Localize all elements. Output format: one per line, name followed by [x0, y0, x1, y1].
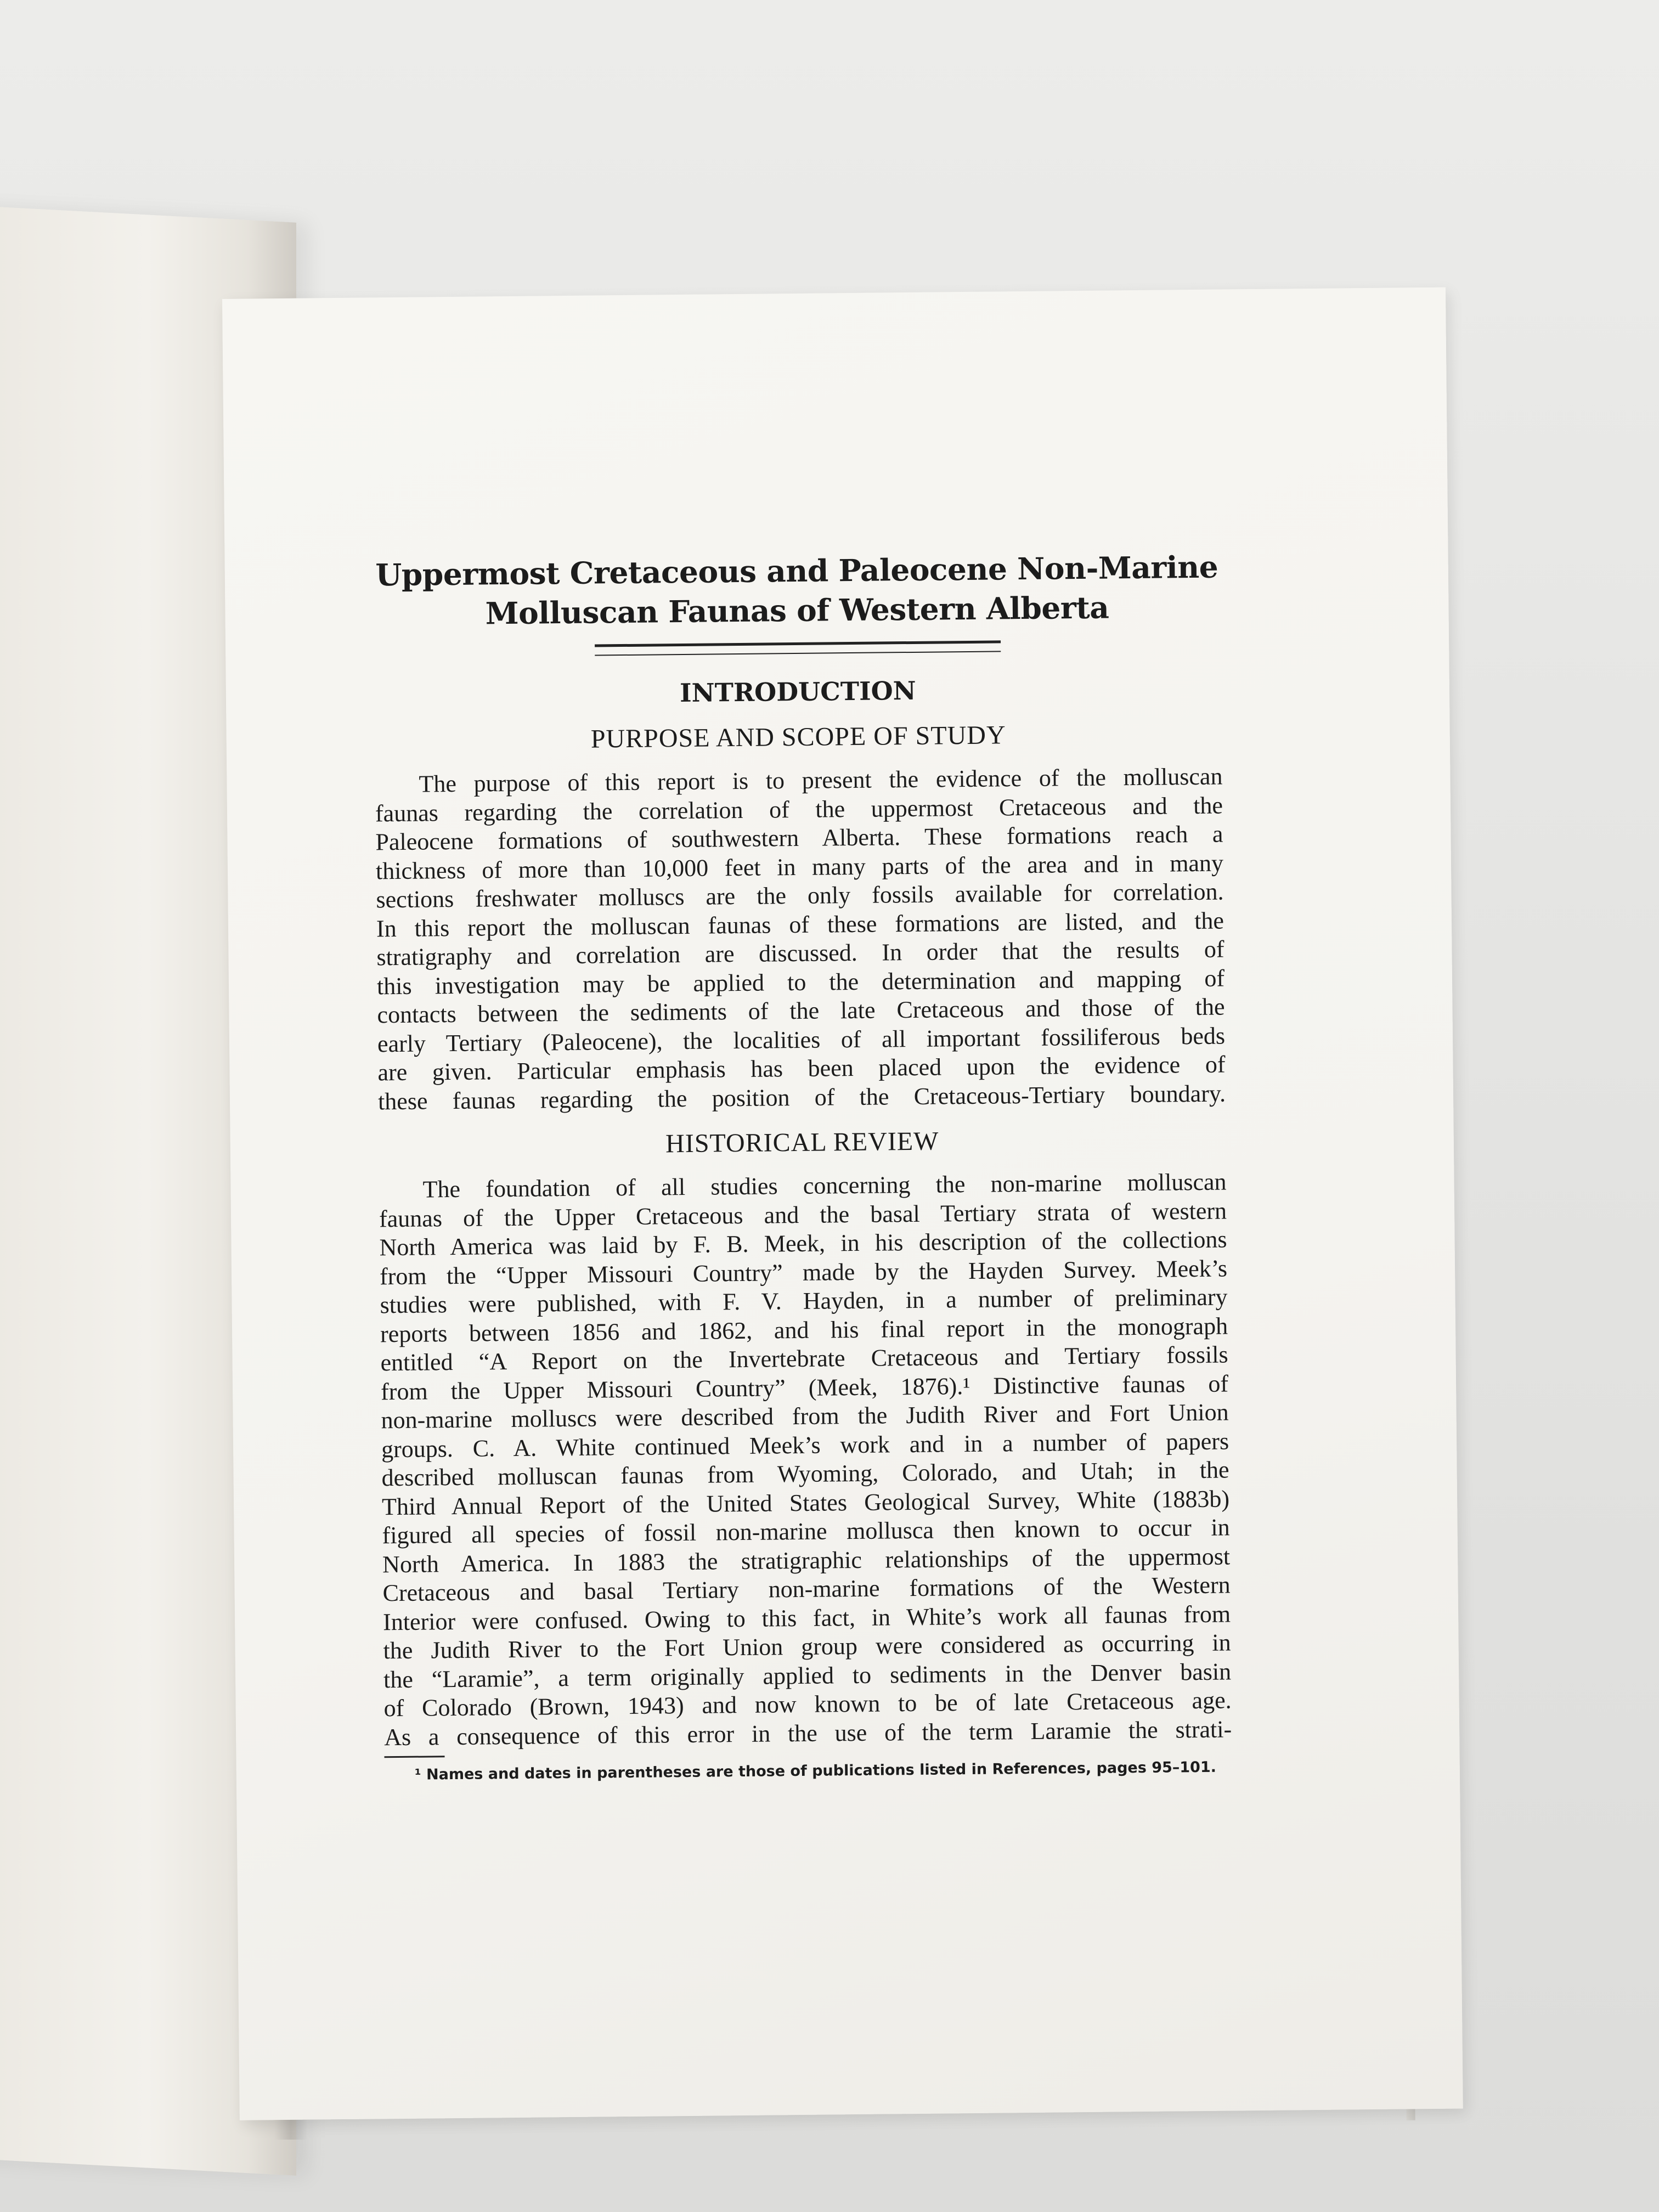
title-line-2: Molluscan Faunas of Western Alberta — [485, 589, 1109, 631]
text-line: entitled “A Report on the Invertebrate Cretaceous and Tertiary fossils — [380, 1341, 1228, 1376]
subsection-heading-purpose: PURPOSE AND SCOPE OF STUDY — [590, 720, 1006, 754]
text-line: As a consequence of this error in the use of the term Laramie the strati- — [383, 1715, 1232, 1751]
text-line: In this report the molluscan faunas of these formations are listed, and the — [376, 907, 1224, 942]
section-heading: INTRODUCTION — [679, 675, 916, 708]
text-line: studies were published, with F. V. Hayden, in a number of preliminary — [380, 1283, 1228, 1319]
right-page — [222, 287, 1463, 2120]
text-line: North America was laid by F. B. Meek, in his description of the collections — [379, 1226, 1227, 1261]
subsection-heading-historical: HISTORICAL REVIEW — [665, 1126, 939, 1159]
title-line-1: Uppermost Cretaceous and Paleocene Non-Marine — [375, 549, 1218, 593]
text-line: Cretaceous and basal Tertiary non-marine formations of the Western — [382, 1571, 1231, 1607]
text-line: The purpose of this report is to present the evidence of the molluscan — [419, 763, 1223, 798]
text-line: Third Annual Report of the United States Geological Survey, White (1883b) — [381, 1485, 1230, 1520]
text-line: the “Laramie”, a term originally applied to sediments in the Denver basin — [383, 1657, 1232, 1693]
text-line: figured all species of fossil non-marine mollusca then known to occur in — [382, 1514, 1230, 1549]
text-line: of Colorado (Brown, 1943) and now known to be of late Cretaceous age. — [383, 1686, 1232, 1722]
text-line: The foundation of all studies concerning the non-marine molluscan — [422, 1168, 1227, 1203]
text-line: early Tertiary (Paleocene), the localities of all important fossiliferous beds — [377, 1022, 1226, 1057]
text-line: reports between 1856 and 1862, and his final report in the monograph — [380, 1312, 1228, 1347]
text-line: sections freshwater molluscs are the only fossils available for correlation. — [376, 878, 1224, 913]
title-double-rule — [595, 640, 1001, 656]
text-line: contacts between the sediments of the late Cretaceous and those of the — [377, 993, 1225, 1029]
text-line: described molluscan faunas from Wyoming, Colorado, and Utah; in the — [381, 1456, 1229, 1492]
text-line: groups. C. A. White continued Meek’s work and in a number of papers — [381, 1427, 1229, 1463]
text-line: are given. Particular emphasis has been placed upon the evidence of — [377, 1051, 1226, 1086]
text-line: North America. In 1883 the stratigraphic relationships of the uppermost — [382, 1542, 1231, 1578]
text-line: Interior were confused. Owing to this fact, in White’s work all faunas from — [382, 1600, 1231, 1635]
paragraph-purpose — [375, 763, 1226, 1116]
page-content — [373, 548, 1232, 1784]
text-line: Paleocene formations of southwestern Alberta. These formations reach a — [375, 820, 1223, 856]
text-line: from the Upper Missouri Country” (Meek, 1876).¹ Distinctive faunas of — [380, 1369, 1229, 1405]
text-line: thickness of more than 10,000 feet in many parts of the area and in many — [375, 849, 1224, 884]
text-line: from the “Upper Missouri Country” made by the Hayden Survey. Meek’s — [379, 1254, 1228, 1290]
text-line: these faunas regarding the position of the Cretaceous-Tertiary boundary. — [377, 1080, 1226, 1115]
footnote-rule — [385, 1756, 445, 1758]
footnote: ¹ Names and dates in parentheses are those of publications listed in References, pages 95–101. — [414, 1758, 1217, 1784]
text-line: the Judith River to the Fort Union group were considered as occurring in — [383, 1629, 1231, 1664]
text-line: this investigation may be applied to the determination and mapping of — [376, 964, 1225, 1000]
document-title — [373, 548, 1221, 635]
text-line: faunas regarding the correlation of the uppermost Cretaceous and the — [375, 792, 1223, 827]
text-line: non-marine molluscs were described from the Judith River and Fort Union — [381, 1398, 1229, 1434]
text-line: stratigraphy and correlation are discussed. In order that the results of — [376, 935, 1224, 971]
paragraph-historical — [379, 1168, 1232, 1752]
text-line: faunas of the Upper Cretaceous and the basal Tertiary strata of western — [379, 1197, 1227, 1232]
